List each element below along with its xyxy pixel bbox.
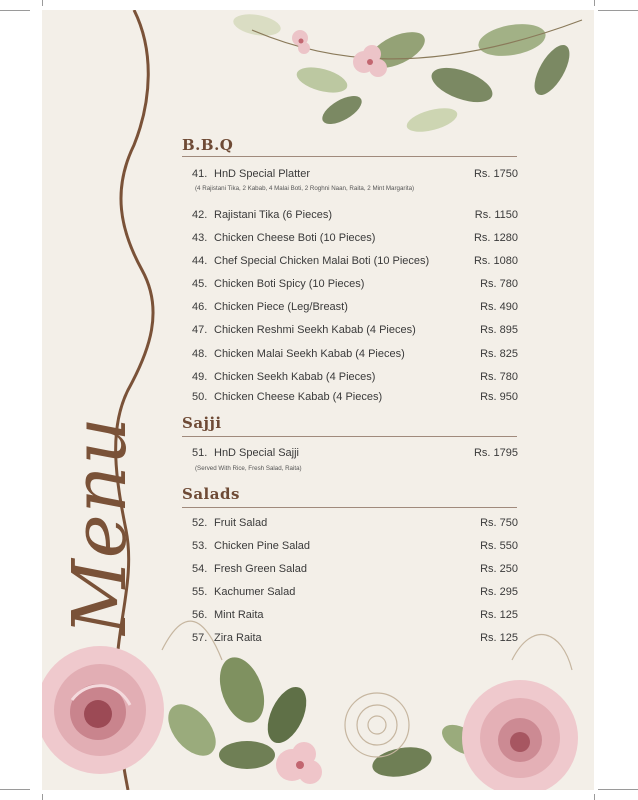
menu-item <box>192 168 518 184</box>
item-price: Rs. 825 <box>480 348 518 360</box>
menu-item <box>192 278 518 294</box>
menu-item <box>192 255 518 271</box>
menu-item <box>192 447 518 463</box>
crop-mark <box>0 789 30 790</box>
item-number: 46. <box>192 301 208 313</box>
item-number: 57. <box>192 632 208 644</box>
item-number: 43. <box>192 232 208 244</box>
item-name: HnD Special Platter <box>214 168 310 180</box>
item-price: Rs. 780 <box>480 278 518 290</box>
item-price: Rs. 1750 <box>473 168 518 180</box>
menu-item <box>192 586 518 602</box>
crop-mark <box>594 794 595 800</box>
crop-mark <box>594 0 595 6</box>
item-number: 41. <box>192 168 208 180</box>
item-number: 50. <box>192 391 208 403</box>
item-price: Rs. 250 <box>480 563 518 575</box>
section-title-bbq: B.B.Q <box>182 136 234 154</box>
crop-mark <box>598 789 638 790</box>
item-name: Chicken Cheese Kabab (4 Pieces) <box>214 391 383 403</box>
item-name: Mint Raita <box>214 609 264 621</box>
item-price: Rs. 780 <box>480 371 518 383</box>
item-number: 52. <box>192 517 208 529</box>
item-price: Rs. 295 <box>480 586 518 598</box>
item-price: Rs. 550 <box>480 540 518 552</box>
menu-item <box>192 540 518 556</box>
item-number: 44. <box>192 255 208 267</box>
crop-mark <box>598 10 638 11</box>
item-number: 51. <box>192 447 208 459</box>
item-price: Rs. 950 <box>480 391 518 403</box>
item-number: 53. <box>192 540 208 552</box>
section-divider <box>182 436 517 437</box>
crop-mark <box>42 0 43 6</box>
item-number: 48. <box>192 348 208 360</box>
item-name: Zira Raita <box>214 632 262 644</box>
item-price: Rs. 1795 <box>473 447 518 459</box>
item-price: Rs. 895 <box>480 324 518 336</box>
item-name: Rajistani Tika (6 Pieces) <box>214 209 332 221</box>
item-name: Chicken Malai Seekh Kabab (4 Pieces) <box>214 348 405 360</box>
section-title-sajji: Sajji <box>182 414 222 432</box>
item-number: 42. <box>192 209 208 221</box>
menu-item <box>192 391 518 407</box>
menu-item <box>192 632 518 648</box>
crop-mark <box>42 794 43 800</box>
menu-item <box>192 232 518 248</box>
section-title-salads: Salads <box>182 485 240 503</box>
item-price: Rs. 125 <box>480 632 518 644</box>
item-price: Rs. 1150 <box>474 209 518 221</box>
item-number: 56. <box>192 609 208 621</box>
item-price: Rs. 1280 <box>473 232 518 244</box>
item-number: 54. <box>192 563 208 575</box>
item-name: Kachumer Salad <box>214 586 296 598</box>
item-name: Chicken Boti Spicy (10 Pieces) <box>214 278 365 290</box>
item-name: Chicken Reshmi Seekh Kabab (4 Pieces) <box>214 324 416 336</box>
menu-item <box>192 301 518 317</box>
menu-item <box>192 324 518 340</box>
menu-item <box>192 348 518 364</box>
item-name: Chicken Piece (Leg/Breast) <box>214 301 348 313</box>
item-name: Chef Special Chicken Malai Boti (10 Pieces) <box>214 255 430 267</box>
menu-item <box>192 609 518 625</box>
item-price: Rs. 125 <box>480 609 518 621</box>
item-price: Rs. 750 <box>480 517 518 529</box>
item-name: Chicken Seekh Kabab (4 Pieces) <box>214 371 376 383</box>
item-name: HnD Special Sajji <box>214 447 299 459</box>
section-divider <box>182 507 517 508</box>
menu-page <box>42 10 594 790</box>
item-price: Rs. 490 <box>480 301 518 313</box>
item-name: Chicken Pine Salad <box>214 540 311 552</box>
item-number: 55. <box>192 586 208 598</box>
section-divider <box>182 156 517 157</box>
item-name: Chicken Cheese Boti (10 Pieces) <box>214 232 376 244</box>
menu-title: Menu <box>57 416 143 635</box>
menu-item <box>192 371 518 387</box>
menu-item <box>192 209 518 225</box>
item-number: 45. <box>192 278 208 290</box>
menu-item <box>192 517 518 533</box>
crop-mark <box>0 10 30 11</box>
item-name: Fresh Green Salad <box>214 563 307 575</box>
item-name: Fruit Salad <box>214 517 268 529</box>
item-note: (4 Rajistani Tika, 2 Kabab, 4 Malai Boti, 2 Roghni Naan, Raita, 2 Mint Margarita) <box>195 185 415 192</box>
item-price: Rs. 1080 <box>473 255 518 267</box>
item-number: 49. <box>192 371 208 383</box>
item-note: (Served With Rice, Fresh Salad, Raita) <box>195 465 302 472</box>
item-number: 47. <box>192 324 208 336</box>
menu-item <box>192 563 518 579</box>
